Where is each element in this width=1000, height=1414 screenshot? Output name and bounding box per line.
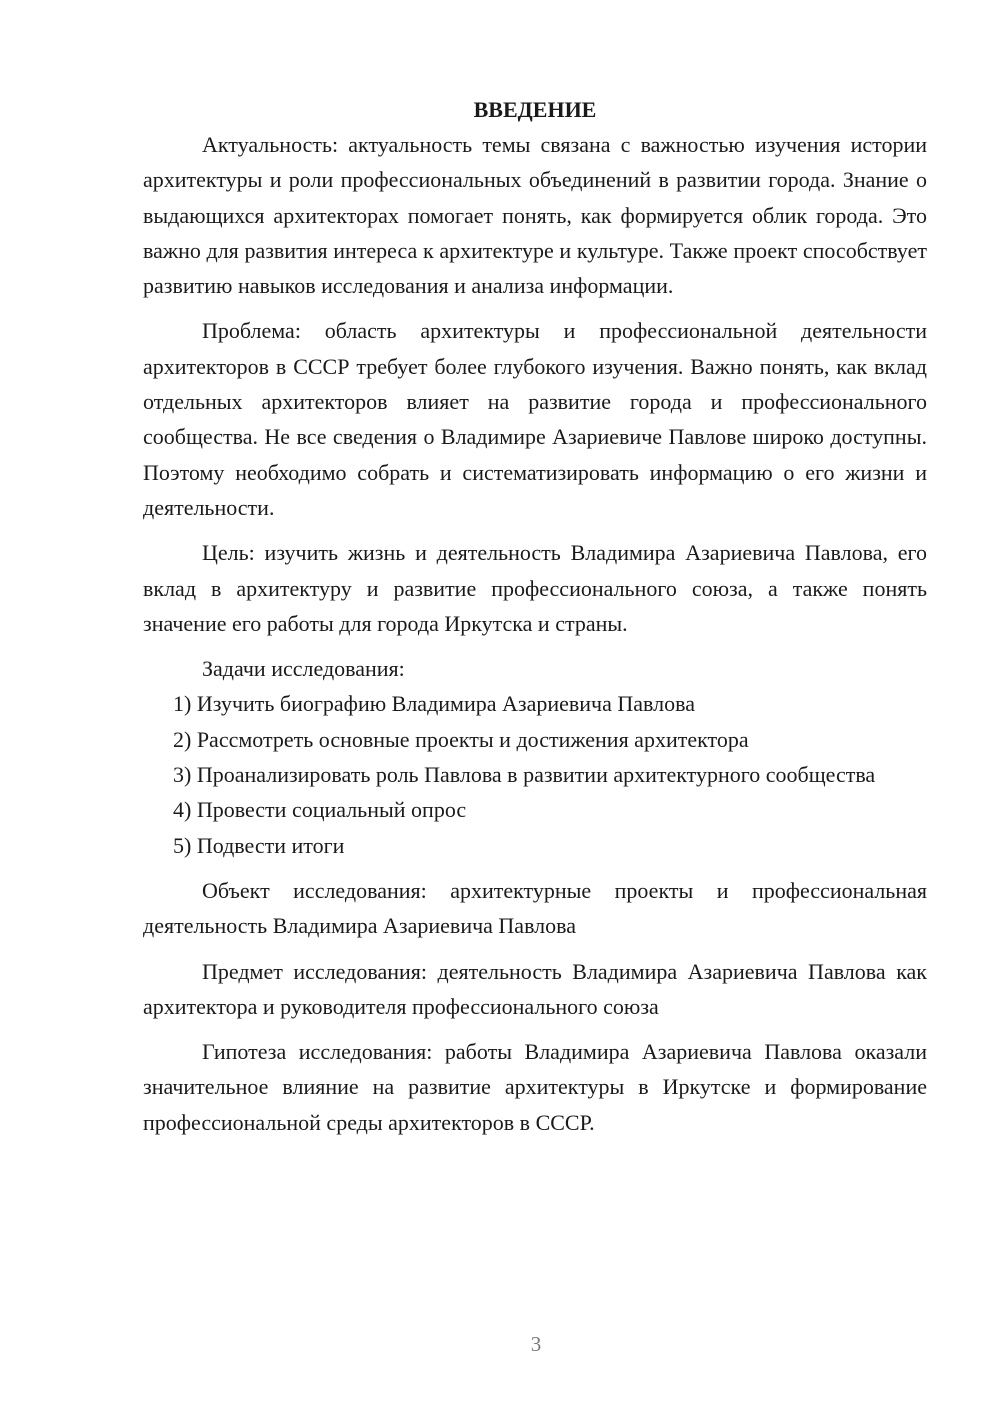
problem-paragraph: Проблема: область архитектуры и профессиональной деятельности архитекторов в СССР требует более глубокого изучения. Важно понять, как вклад отдельных архитекторов влияет на развитие города и профессионального сообщества. Не все сведения о Владимире Азариевиче Павлове широко доступны. Поэтому необходимо собрать и систематизировать информацию о его жизни и деятельности. bbox=[143, 318, 927, 520]
task-item: 4) Провести социальный опрос bbox=[173, 797, 467, 823]
subject-paragraph: Предмет исследования: деятельность Владимира Азариевича Павлова как архитектора и руководителя профессионального союза bbox=[143, 958, 927, 1019]
page-title: ВВЕДЕНИЕ bbox=[473, 97, 597, 122]
hypothesis-paragraph: Гипотеза исследования: работы Владимира Азариевича Павлова оказали значительное влияние на развитие архитектуры в Иркутске и формирование профессиональной среды архитекторов в СССР. bbox=[143, 1039, 927, 1135]
relevance-paragraph: Актуальность: актуальность темы связана с важностью изучения истории архитектуры и роли профессиональных объединений в развитии города. Знание о выдающихся архитекторах помогает понять, как формируется облик города. Это важно для развития интереса к архитектуре и культуре. Также проект способствует развитию навыков исследования и анализа информации. bbox=[143, 132, 927, 299]
page-number: 3 bbox=[530, 1332, 542, 1356]
task-item: 3) Проанализировать роль Павлова в развитии архитектурного сообщества bbox=[173, 762, 876, 788]
task-item: 2) Рассмотреть основные проекты и достижения архитектора bbox=[173, 726, 749, 752]
goal-paragraph: Цель: изучить жизнь и деятельность Владимира Азариевича Павлова, его вклад в архитектуру и развитие профессионального союза, а также понять значение его работы для города Иркутска и страны. bbox=[143, 540, 927, 636]
tasks-heading: Задачи исследования: bbox=[202, 656, 405, 682]
task-item: 5) Подвести итоги bbox=[173, 832, 345, 858]
task-item: 1) Изучить биографию Владимира Азариевича Павлова bbox=[173, 691, 695, 717]
document-page bbox=[143, 92, 927, 1140]
object-paragraph: Объект исследования: архитектурные проекты и профессиональная деятельность Владимира Азариевича Павлова bbox=[143, 877, 927, 939]
